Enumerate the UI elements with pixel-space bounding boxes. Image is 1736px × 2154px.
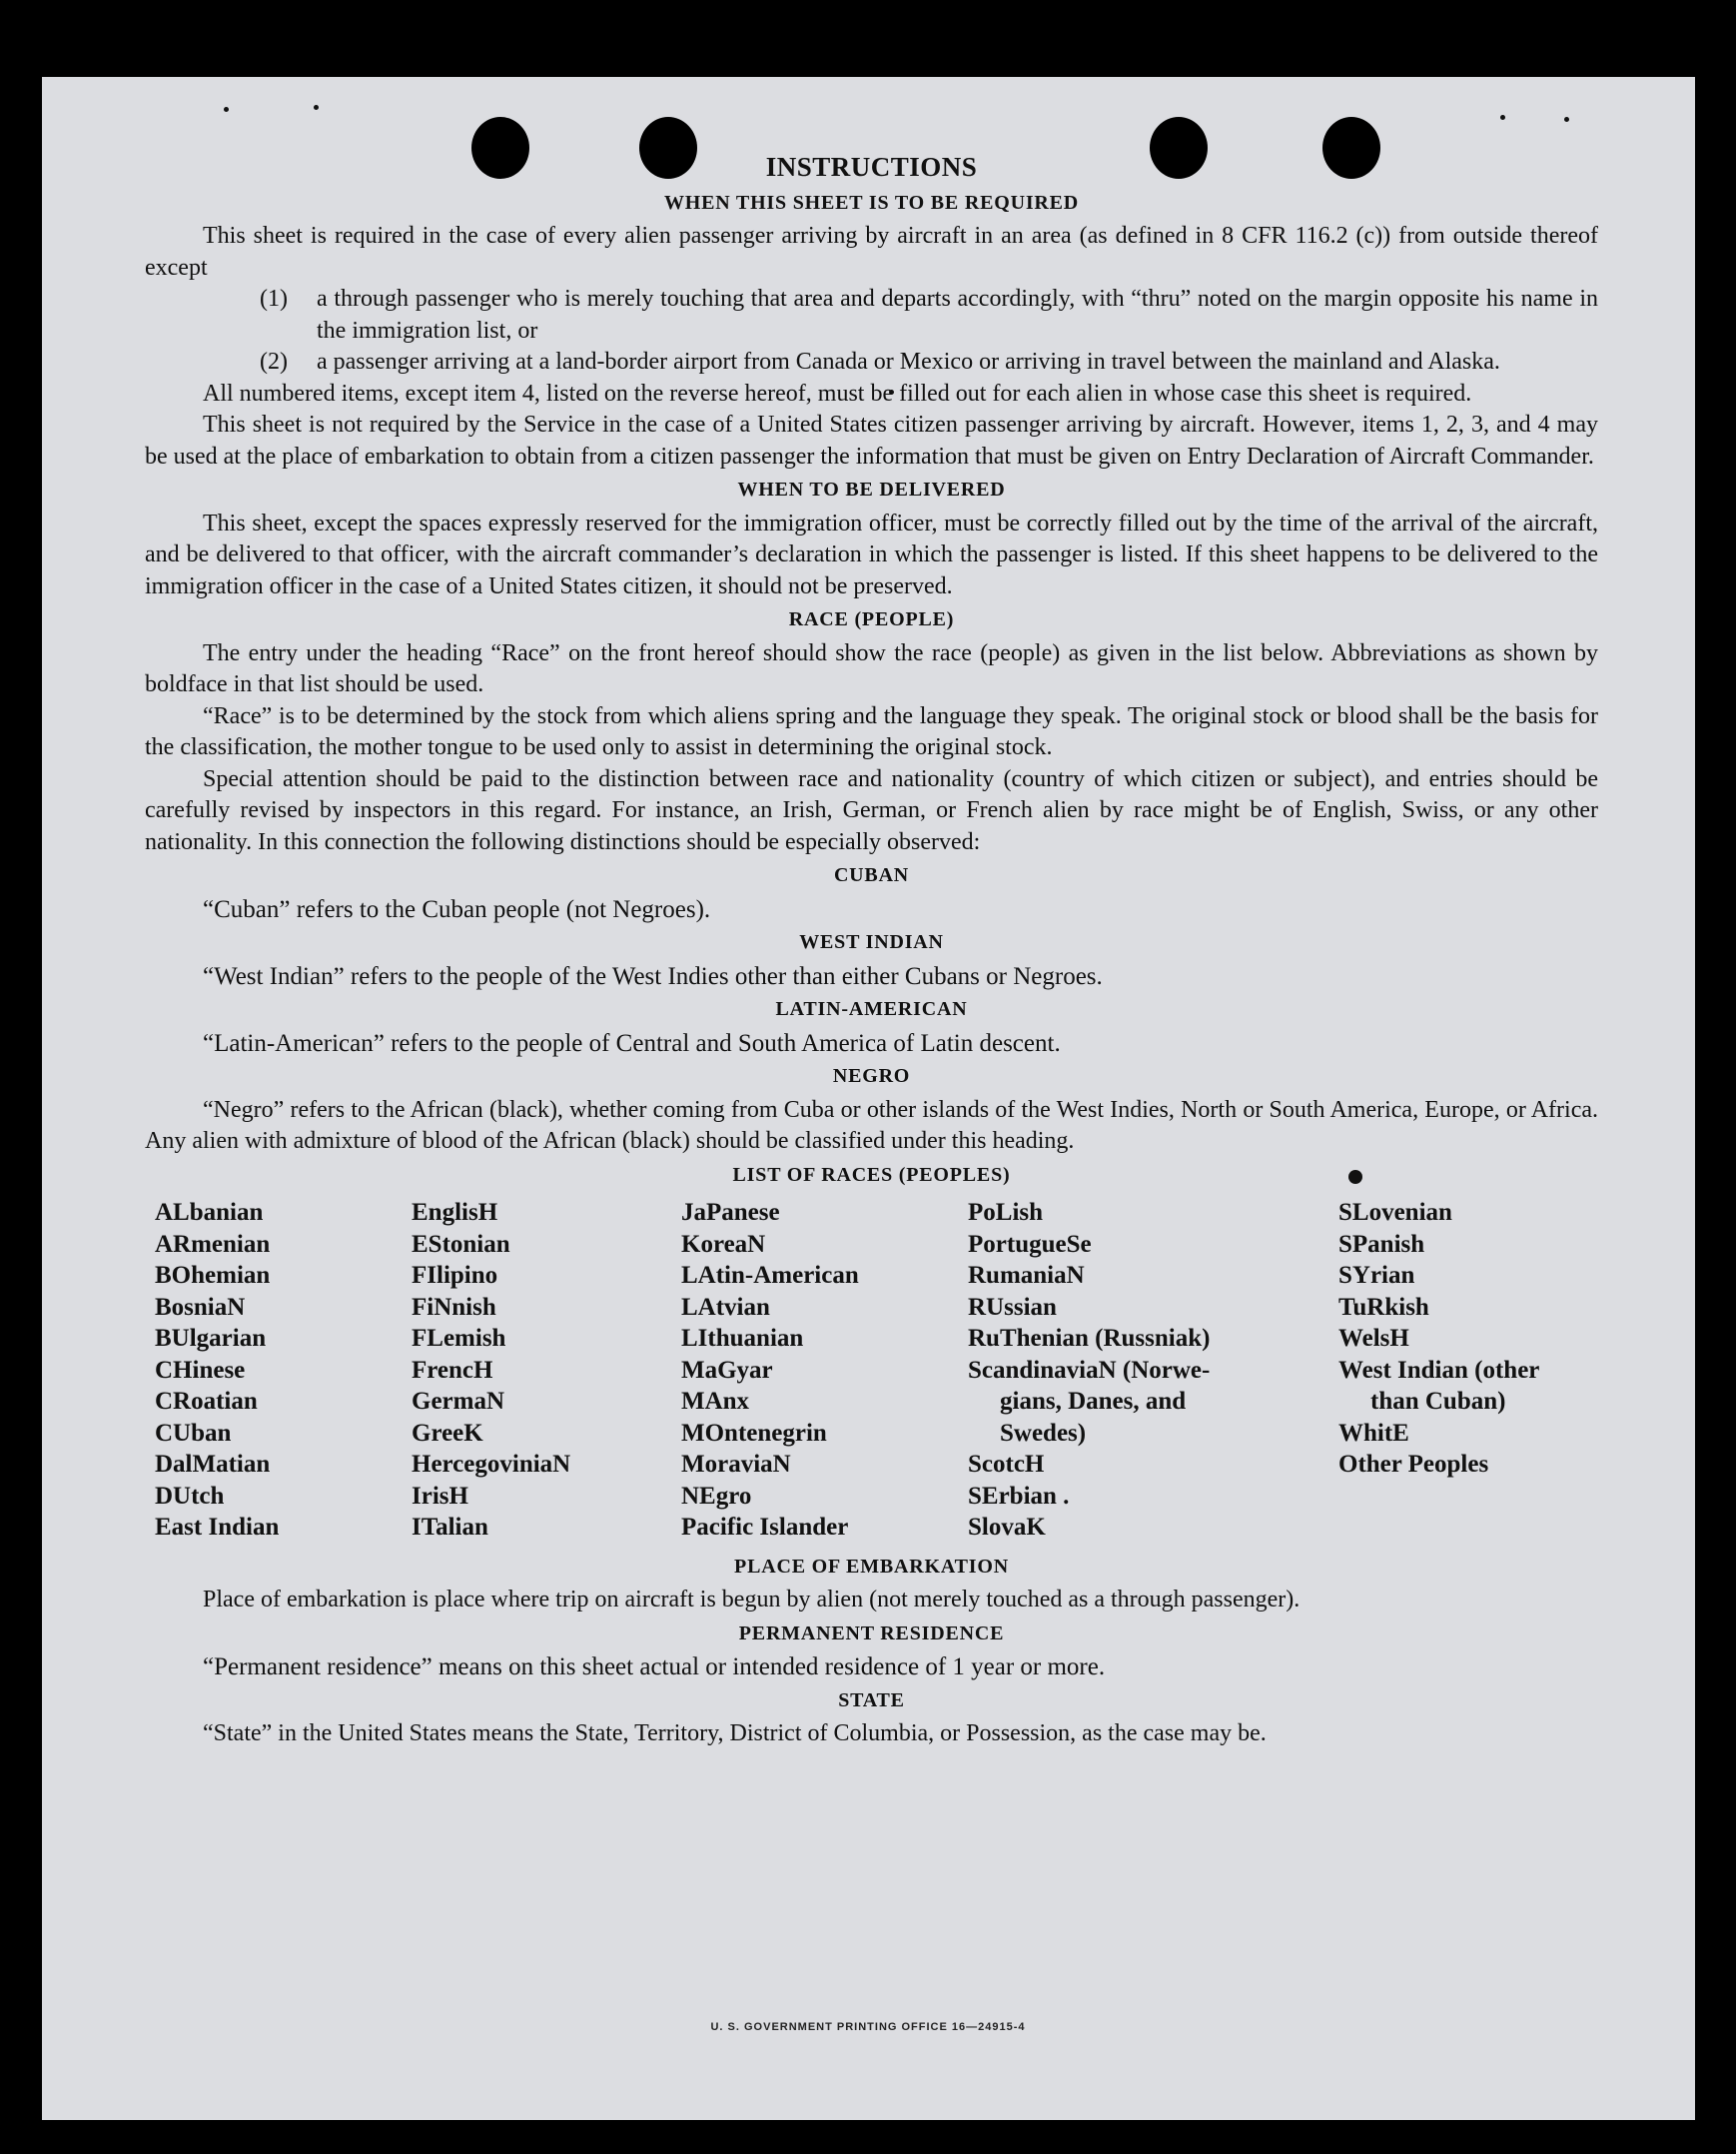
paragraph: All numbered items, except item 4, listed on the reverse hereof, must be filled out for each alien in whose case this sheet is required.: [203, 380, 1472, 407]
race-entry: SYrian: [1338, 1262, 1415, 1289]
printing-office-footer: U. S. GOVERNMENT PRINTING OFFICE 16—24915-4: [710, 2021, 1026, 2033]
definition-latin-american: “Latin-American” refers to the people of Central and South America of Latin descent.: [203, 1029, 1061, 1057]
race-entry: FLemish: [412, 1325, 506, 1352]
item-number: (1): [260, 286, 288, 312]
race-entry: EStonian: [412, 1230, 510, 1258]
paragraph: This sheet is required in the case of every alien passenger arriving by aircraft in an area (as defined in 8 CFR 116.2 (c)) from outside thereof except: [145, 223, 1598, 281]
race-entry: RuThenian (Russniak): [968, 1325, 1211, 1352]
race-entry: ScandinaviaN (Norwe-: [968, 1356, 1211, 1384]
race-entry: DUtch: [155, 1482, 225, 1510]
heading-permanent-residence: PERMANENT RESIDENCE: [738, 1621, 1005, 1644]
heading-when-delivered: WHEN TO BE DELIVERED: [737, 479, 1006, 501]
item-text: a through passenger who is merely touching that area and departs accordingly, with “thru” noted on the margin opposite his name in the immigration list, or: [317, 286, 1598, 344]
list-item: [145, 347, 1598, 379]
paragraph: “Negro” refers to the African (black), whether coming from Cuba or other islands of the West Indies, North or South America, Europe, or Africa. Any alien with admixture of blood of the African (black) should be classified under this heading.: [145, 1096, 1598, 1154]
race-entry: CHinese: [155, 1356, 246, 1384]
race-entry: HercegoviniaN: [412, 1451, 571, 1478]
race-entry: Swedes): [1000, 1419, 1087, 1447]
heading-list-of-races: LIST OF RACES (PEOPLES): [732, 1163, 1011, 1186]
race-entry: BosniaN: [155, 1293, 246, 1321]
races-column: [968, 1197, 1338, 1544]
race-entry: MoraviaN: [681, 1451, 791, 1478]
race-entry: West Indian (other: [1338, 1356, 1540, 1384]
race-entry: BUlgarian: [155, 1325, 267, 1352]
race-entry: gians, Danes, and: [1000, 1388, 1187, 1415]
heading-when-required: WHEN THIS SHEET IS TO BE REQUIRED: [663, 191, 1080, 214]
races-list: [155, 1197, 1598, 1544]
race-entry: SlovaK: [968, 1514, 1046, 1541]
race-entry: ALbanian: [155, 1199, 264, 1226]
race-entry: SLovenian: [1338, 1199, 1452, 1226]
race-entry: MOntenegrin: [681, 1419, 827, 1447]
speck: [1500, 115, 1505, 120]
race-entry: RUssian: [968, 1293, 1057, 1321]
heading-cuban: CUBAN: [833, 864, 910, 886]
race-entry: KoreaN: [681, 1230, 766, 1258]
race-entry: WelsH: [1338, 1325, 1409, 1352]
page-title: INSTRUCTIONS: [765, 152, 978, 182]
heading-negro: NEGRO: [832, 1065, 911, 1087]
race-entry: ARmenian: [155, 1230, 271, 1258]
heading-latin-american: LATIN-AMERICAN: [775, 998, 968, 1020]
definition-west-indian: “West Indian” refers to the people of the West Indies other than either Cubans or Negroes.: [203, 962, 1103, 990]
race-entry: BOhemian: [155, 1262, 271, 1289]
speck: [224, 107, 229, 112]
race-entry: WhitE: [1338, 1419, 1409, 1447]
race-entry: GreeK: [412, 1419, 483, 1447]
race-entry: FIlipino: [412, 1262, 498, 1289]
race-entry: MAnx: [681, 1388, 750, 1415]
speck: [1564, 117, 1569, 122]
races-column: [155, 1197, 412, 1544]
race-entry: FrencH: [412, 1356, 493, 1384]
race-entry: PortugueSe: [968, 1230, 1092, 1258]
race-entry: RumaniaN: [968, 1262, 1085, 1289]
race-entry: SErbian .: [968, 1482, 1070, 1510]
race-entry: East Indian: [155, 1514, 280, 1541]
paragraph: This sheet, except the spaces expressly reserved for the immigration officer, must be correctly filled out by the time of the arrival of the aircraft, and be delivered to that officer, with the aircraft commander’s declaration in which the passenger is listed. If this sheet happens to be delivered to the immigration officer in the case of a United States citizen, it should not be preserved.: [145, 510, 1598, 599]
paragraph: The entry under the heading “Race” on the front hereof should show the race (people) as given in the list below. Abbreviations as shown by boldface in that list should be used.: [145, 639, 1598, 697]
definition-cuban: “Cuban” refers to the Cuban people (not Negroes).: [203, 895, 711, 923]
race-entry: MaGyar: [681, 1356, 773, 1384]
race-entry: PoLish: [968, 1199, 1044, 1226]
paragraph: “Race” is to be determined by the stock from which aliens spring and the language they speak. The original stock or blood shall be the basis for the classification, the mother tongue to be used only to assist in determining the original stock.: [145, 702, 1598, 760]
race-entry: ITalian: [412, 1514, 488, 1541]
race-entry: Pacific Islander: [681, 1514, 849, 1541]
list-item: [145, 284, 1598, 347]
heading-state: STATE: [838, 1688, 905, 1711]
paragraph: This sheet is not required by the Service in the case of a United States citizen passenger arriving by aircraft. However, items 1, 2, 3, and 4 may be used at the place of embarkation to obtain from a citizen passenger the information that must be given on Entry Declaration of Aircraft Commander.: [145, 412, 1598, 470]
heading-embarkation: PLACE OF EMBARKATION: [734, 1555, 1009, 1578]
race-entry: SPanish: [1338, 1230, 1425, 1258]
race-entry: CRoatian: [155, 1388, 258, 1415]
race-entry: LIthuanian: [681, 1325, 804, 1352]
instructions-content: [145, 152, 1598, 1750]
speck: [314, 105, 319, 110]
race-entry: Other Peoples: [1338, 1451, 1489, 1478]
paragraph: “State” in the United States means the State, Territory, District of Columbia, or Possession, as the case may be.: [203, 1720, 1267, 1746]
race-entry: ScotcH: [968, 1451, 1045, 1478]
heading-west-indian: WEST INDIAN: [799, 931, 944, 953]
race-entry: DalMatian: [155, 1451, 271, 1478]
race-entry: LAtvian: [681, 1293, 770, 1321]
race-entry: CUban: [155, 1419, 232, 1447]
race-entry: than Cuban): [1370, 1388, 1506, 1415]
definition-residence: “Permanent residence” means on this sheet actual or intended residence of 1 year or more.: [203, 1653, 1106, 1680]
race-entry: NEgro: [681, 1482, 752, 1510]
race-entry: FiNnish: [412, 1293, 496, 1321]
item-number: (2): [260, 349, 288, 375]
races-column: [1338, 1197, 1598, 1544]
race-entry: GermaN: [412, 1388, 505, 1415]
races-column: [681, 1197, 968, 1544]
race-entry: TuRkish: [1338, 1293, 1429, 1321]
races-column: [412, 1197, 681, 1544]
paragraph: Special attention should be paid to the distinction between race and nationality (country of which citizen or subject), and entries should be carefully revised by inspectors in this regard. For instance, an Irish, German, or French alien by race might be of English, Swiss, or any other nationality. In this connection the following distinctions should be especially observed:: [145, 765, 1598, 855]
item-text: a passenger arriving at a land-border airport from Canada or Mexico or arriving in travel between the mainland and Alaska.: [317, 349, 1500, 375]
race-entry: IrisH: [412, 1482, 468, 1510]
heading-race: RACE (PEOPLE): [788, 608, 955, 630]
race-entry: LAtin-American: [681, 1262, 859, 1289]
race-entry: EnglisH: [412, 1199, 498, 1226]
race-entry: JaPanese: [681, 1199, 780, 1226]
paragraph: Place of embarkation is place where trip on aircraft is begun by alien (not merely touched as a through passenger).: [203, 1587, 1301, 1613]
